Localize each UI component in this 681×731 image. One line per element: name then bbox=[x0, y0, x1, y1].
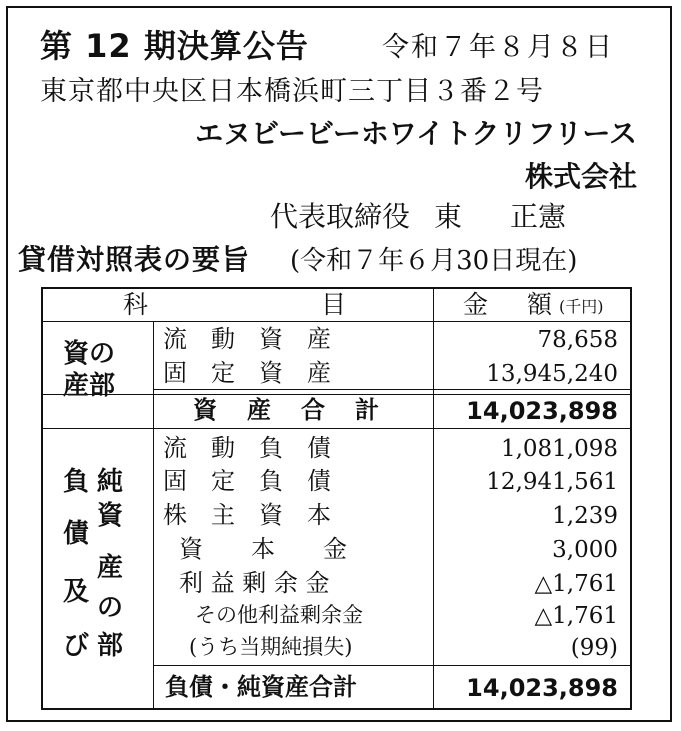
row-value: 1,239 bbox=[552, 503, 618, 529]
row-label: 流 動 資 産 bbox=[163, 325, 331, 353]
header-item-char1: 科 bbox=[123, 290, 149, 319]
row-label: 株 主 資 本 bbox=[163, 501, 331, 529]
notice-title: 第 12 期決算公告 bbox=[40, 27, 309, 65]
assets-total-value: 14,023,898 bbox=[466, 397, 618, 425]
row-label: その他利益剰余金 bbox=[195, 603, 363, 627]
liabilities-total-label: 負債・純資産合計 bbox=[165, 673, 357, 701]
row-label: 流 動 負 債 bbox=[163, 434, 331, 462]
row-label: 固 定 負 債 bbox=[163, 467, 331, 495]
assets-bottom-rule bbox=[43, 428, 630, 429]
assets-divider bbox=[43, 394, 630, 395]
header-amount-char2: 額 bbox=[527, 290, 553, 319]
company-name-line1: エヌビービーホワイトクリフリース bbox=[195, 117, 637, 150]
group-column-rule bbox=[153, 321, 154, 708]
company-name-line2: 株式会社 bbox=[524, 160, 637, 193]
notice-date: 令和７年８月８日 bbox=[382, 32, 614, 63]
liabilities-group-col1-3: 及 bbox=[63, 577, 90, 607]
row-label: 利 益 剰 余 金 bbox=[179, 569, 330, 597]
assets-group-label-1: 資の bbox=[63, 339, 116, 369]
row-label: 資 本 金 bbox=[179, 535, 347, 563]
liabilities-group-col2-4: の bbox=[97, 593, 124, 623]
row-label: 固 定 資 産 bbox=[163, 359, 331, 387]
representative-given-name: 正憲 bbox=[510, 200, 567, 233]
liabilities-group-col1-2: 債 bbox=[63, 519, 90, 549]
company-address: 東京都中央区日本橋浜町三丁目３番２号 bbox=[40, 76, 544, 107]
row-value: (99) bbox=[570, 635, 618, 661]
representative-surname: 東 bbox=[434, 200, 463, 233]
row-value: 78,658 bbox=[537, 327, 618, 353]
row-value: 1,081,098 bbox=[500, 436, 618, 462]
header-rule bbox=[43, 321, 630, 322]
liabilities-total-value: 14,023,898 bbox=[466, 674, 618, 702]
liabilities-group-col2-1: 純 bbox=[97, 467, 124, 497]
liabilities-group-col2-3: 産 bbox=[97, 553, 124, 583]
liabilities-total-rule bbox=[153, 665, 630, 666]
header-amount-char1: 金 bbox=[463, 290, 489, 319]
row-value: 3,000 bbox=[552, 537, 618, 563]
balance-sheet-date: (令和７年６月30日現在) bbox=[290, 246, 578, 276]
balance-sheet-table bbox=[41, 287, 632, 710]
liabilities-group-col1-1: 負 bbox=[63, 467, 90, 497]
liabilities-group-col2-5: 部 bbox=[97, 631, 124, 661]
balance-sheet-title: 貸借対照表の要旨 bbox=[18, 243, 251, 276]
liabilities-group-col2-2: 資 bbox=[97, 501, 124, 531]
row-value: 12,941,561 bbox=[486, 469, 618, 495]
representative-title: 代表取締役 bbox=[270, 200, 411, 233]
liabilities-group-col1-4: び bbox=[63, 631, 90, 661]
representative bbox=[270, 200, 567, 233]
row-value: 13,945,240 bbox=[486, 361, 618, 387]
assets-total-rule bbox=[153, 389, 630, 390]
row-label: (うち当期純損失) bbox=[189, 635, 353, 659]
row-value: △1,761 bbox=[534, 603, 618, 629]
assets-total-label: 資 産 合 計 bbox=[193, 396, 382, 424]
header-unit: (千円) bbox=[559, 297, 604, 316]
row-value: △1,761 bbox=[534, 571, 618, 597]
assets-group-label-2: 産部 bbox=[63, 371, 116, 401]
amount-column-rule bbox=[433, 289, 434, 708]
header-item-char2: 目 bbox=[321, 290, 347, 319]
